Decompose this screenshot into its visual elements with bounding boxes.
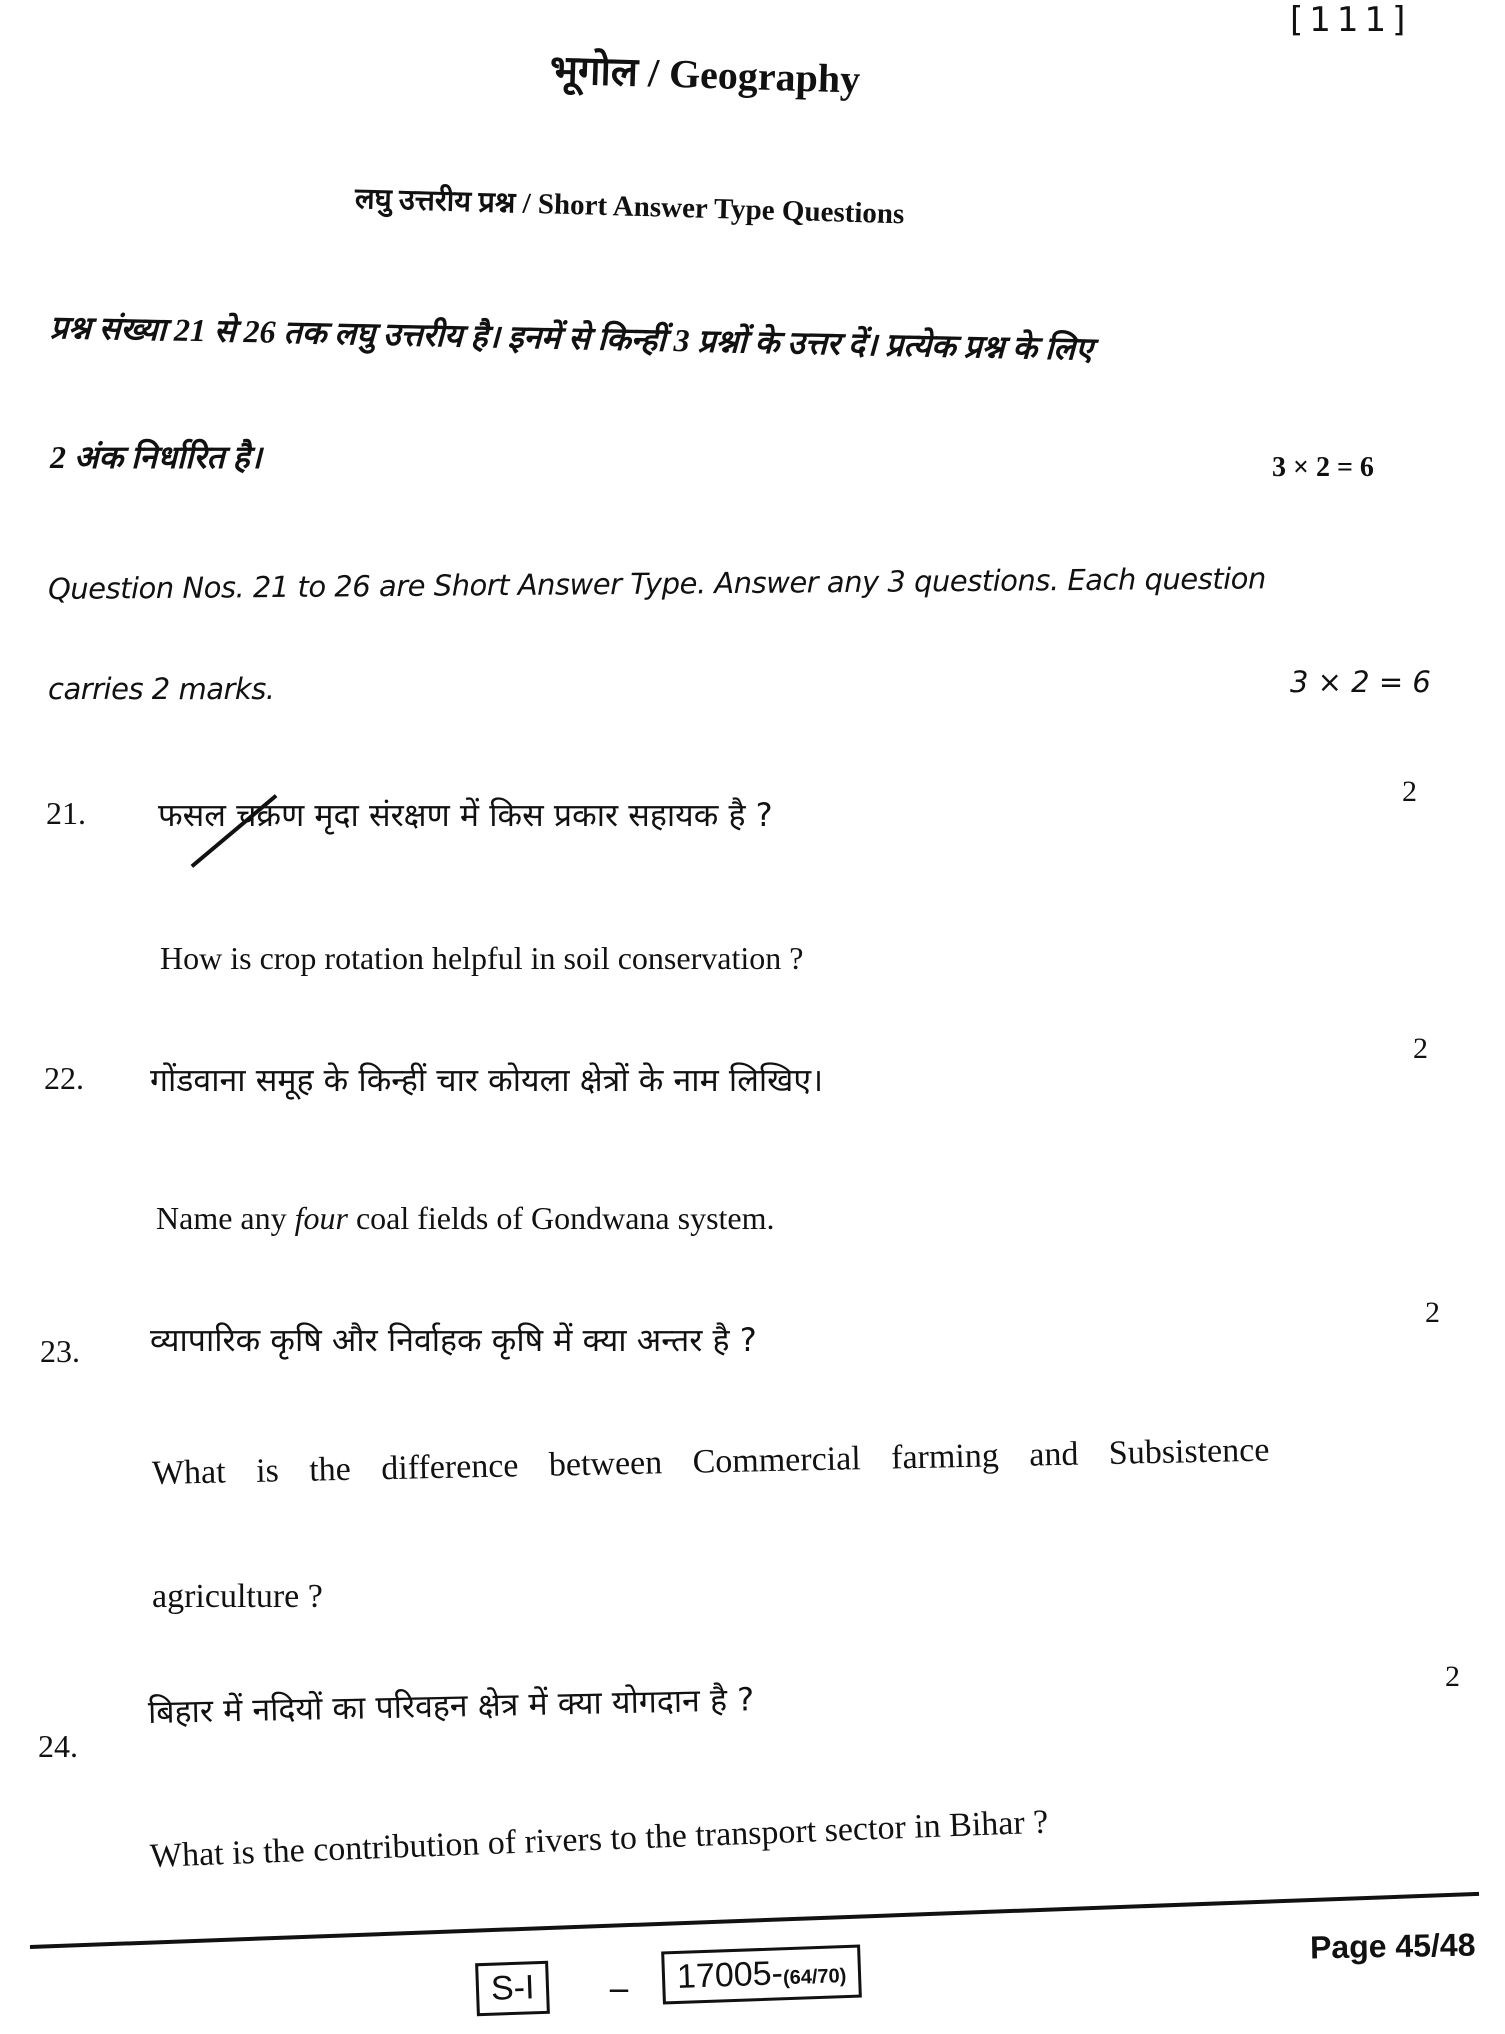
question-22-english-emphasis: four [294, 1200, 348, 1236]
paper-code-box [661, 1945, 862, 2005]
title-hindi: भूगोल [549, 47, 639, 95]
instructions-english-line2: carries 2 marks. [48, 672, 275, 706]
footer-dash: – [610, 1967, 628, 2007]
page-title [549, 40, 861, 105]
question-22-marks: 2 [1413, 1032, 1428, 1065]
title-english: Geography [668, 50, 861, 102]
question-21-english: How is crop rotation helpful in soil conservation ? [160, 940, 804, 976]
question-23-number: 23. [40, 1333, 80, 1369]
question-21-hindi: फसल चक्रण मृदा संरक्षण में किस प्रकार सहायक है ? [158, 796, 773, 834]
corner-mark: [111] [1290, 0, 1412, 40]
question-21-number: 21. [46, 795, 86, 831]
question-24-english: What is the contribution of rivers to the transport sector in Bihar ? [149, 1803, 1049, 1875]
question-22-number: 22. [44, 1060, 84, 1096]
section-separator: / [522, 187, 532, 220]
section-hindi: लघु उत्तरीय प्रश्न [354, 183, 516, 220]
instructions-english-line1: Question Nos. 21 to 26 are Short Answer Type. Answer any 3 questions. Each question [47, 561, 1266, 606]
question-23-english-line2: agriculture ? [152, 1578, 323, 1615]
instructions-english-marks: 3 × 2 = 6 [1290, 665, 1431, 699]
series-code-box: S-I [475, 1961, 550, 2017]
page-number: Page 45/48 [1309, 1926, 1476, 1966]
question-22-hindi: गोंडवाना समूह के किन्हीं चार कोयला क्षेत्रों के नाम लिखिए। [150, 1061, 824, 1099]
question-24-hindi: बिहार में नदियों का परिवहन क्षेत्र में क्या योगदान है ? [147, 1680, 755, 1731]
question-24-marks: 2 [1445, 1660, 1460, 1693]
footer-divider [30, 1892, 1479, 1949]
paper-code-suffix: (64/70) [782, 1965, 847, 1990]
question-24-number: 24. [38, 1728, 78, 1764]
question-22-english-post: coal fields of Gondwana system. [347, 1200, 775, 1236]
question-23-hindi: व्यापारिक कृषि और निर्वाहक कृषि में क्या अन्तर है ? [150, 1321, 757, 1359]
instructions-hindi-line2: 2 अंक निर्धारित है। [50, 439, 262, 475]
question-21-marks: 2 [1402, 775, 1417, 808]
question-23-marks: 2 [1425, 1296, 1440, 1329]
instructions-hindi-line1: प्रश्न संख्या 21 से 26 तक लघु उत्तरीय है। इनमें से किन्हीं 3 प्रश्नों के उत्तर दें। प्रत्येक प्रश्न के लिए [49, 309, 1094, 367]
question-23-english-line1: What is the difference between Commercial farming and Subsistence [151, 1431, 1270, 1492]
question-22-english-pre: Name any [156, 1200, 295, 1236]
instructions-hindi-marks: 3 × 2 = 6 [1272, 452, 1374, 483]
paper-code: 17005- [676, 1954, 784, 1996]
section-english: Short Answer Type Questions [537, 188, 905, 231]
question-22-english [156, 1200, 775, 1237]
section-heading [354, 178, 904, 232]
title-separator: / [647, 50, 660, 96]
